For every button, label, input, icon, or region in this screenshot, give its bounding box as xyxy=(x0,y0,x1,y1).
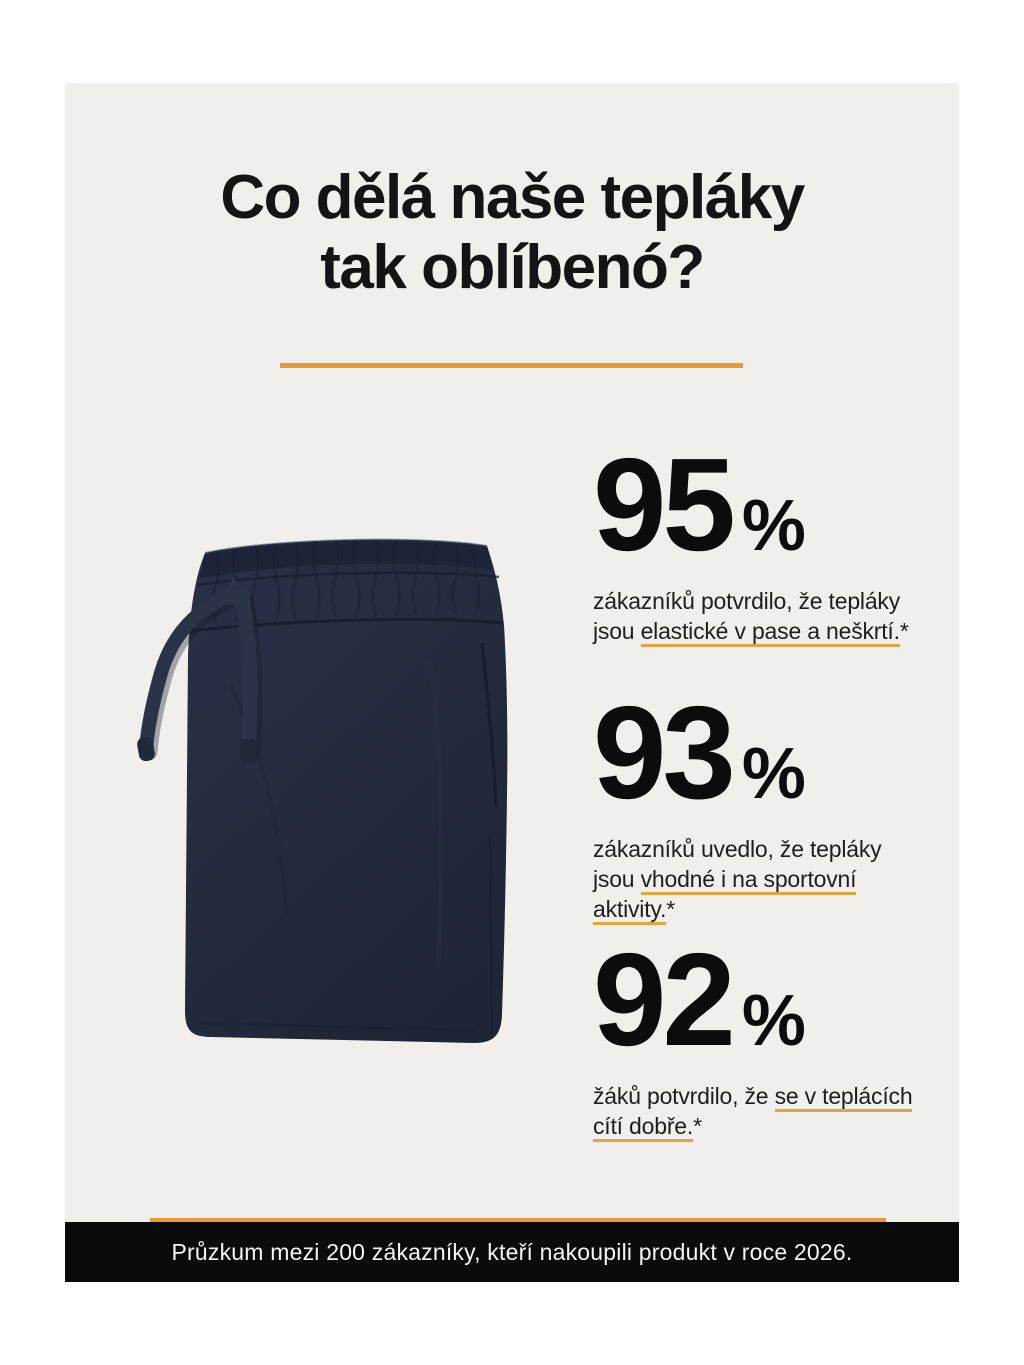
stat-block xyxy=(593,431,909,646)
stat-value-row xyxy=(593,679,881,826)
footer-disclaimer: Průzkum mezi 200 zákazníky, kteří nakoupili produkt v roce 2026. xyxy=(65,1222,959,1282)
stat-value: 93 xyxy=(593,679,732,826)
underlined-text-segment: vhodné i na sportovní xyxy=(641,866,857,895)
stat-value-row xyxy=(593,431,909,578)
underlined-text-segment: se v teplácích xyxy=(775,1083,913,1112)
pants-body xyxy=(185,540,507,1043)
stat-description-line xyxy=(593,1081,912,1111)
text-segment: * xyxy=(899,618,909,644)
stat-block xyxy=(593,926,913,1141)
stats-list xyxy=(593,83,963,1282)
infographic-card xyxy=(65,83,959,1282)
drawstring-right xyxy=(242,599,250,751)
stat-description-line xyxy=(593,834,881,864)
stat-description xyxy=(593,834,881,924)
text-segment: * xyxy=(693,1113,702,1139)
stat-value-row xyxy=(593,926,912,1073)
stat-block xyxy=(593,679,882,924)
stat-description-line xyxy=(593,864,881,894)
underlined-text-segment: aktivity. xyxy=(593,896,666,925)
text-segment: jsou xyxy=(593,618,641,644)
text-segment: zákazníků uvedlo, že tepláky xyxy=(593,836,882,862)
underlined-text-segment: cítí dobře. xyxy=(593,1113,693,1142)
stat-value: 92 xyxy=(593,926,732,1073)
stat-description xyxy=(593,1081,912,1141)
drawstring-knot-top xyxy=(224,585,250,605)
page-title-line2: tak oblíbenó? xyxy=(320,233,704,302)
underlined-text-segment: elastické v pase a neškrtí. xyxy=(641,618,900,647)
sweatpants-graphic xyxy=(130,535,515,1055)
percent-sign: % xyxy=(741,734,806,814)
drawstring-tip-right xyxy=(240,739,257,764)
percent-sign: % xyxy=(741,981,806,1061)
stat-description-line xyxy=(593,1111,912,1141)
stat-description xyxy=(593,586,909,646)
text-segment: jsou xyxy=(593,866,641,892)
stat-description-line xyxy=(593,586,909,616)
page-title-line1: Co dělá naše tepláky xyxy=(220,163,804,232)
percent-sign: % xyxy=(741,486,806,566)
stat-description-line xyxy=(593,894,881,924)
sweatpants-image xyxy=(130,535,515,1055)
stat-description-line xyxy=(593,616,909,646)
stat-value: 95 xyxy=(593,431,732,578)
text-segment: * xyxy=(666,896,675,922)
text-segment: žáků potvrdilo, že xyxy=(593,1083,775,1109)
text-segment: zákazníků potvrdilo, že tepláky xyxy=(593,588,901,614)
